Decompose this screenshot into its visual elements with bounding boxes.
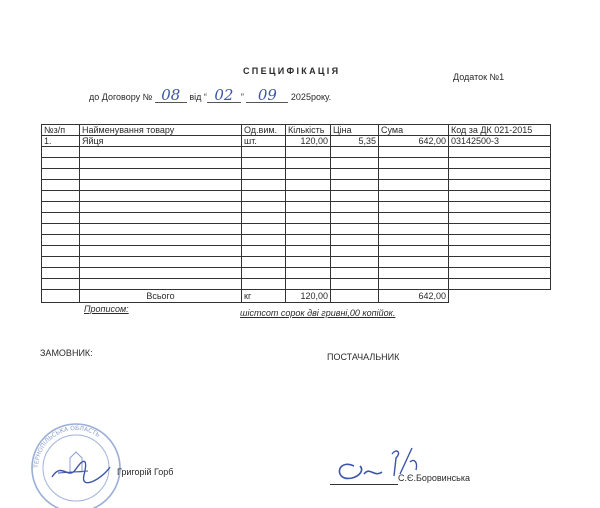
table-cell (449, 169, 551, 180)
table-cell (42, 224, 80, 235)
table-cell (80, 191, 242, 202)
table-cell (286, 268, 331, 279)
table-cell (80, 180, 242, 191)
table-row (42, 169, 551, 180)
table-cell (379, 279, 449, 290)
table-cell (286, 191, 331, 202)
table-cell (42, 158, 80, 169)
table-cell (379, 191, 449, 202)
appendix-label: Додаток №1 (453, 72, 505, 82)
total-code-empty (449, 290, 551, 303)
table-cell (286, 224, 331, 235)
column-header: Сума (379, 125, 449, 136)
column-header: Кількість (286, 125, 331, 136)
table-row (42, 246, 551, 257)
table-cell (242, 224, 286, 235)
quote-mark: “ (203, 92, 207, 102)
customer-signatory-name: Григорій Горб (117, 467, 174, 477)
table-cell (242, 191, 286, 202)
table-cell (286, 169, 331, 180)
table-cell (286, 147, 331, 158)
table-cell (286, 235, 331, 246)
table-cell (80, 213, 242, 224)
table-cell (379, 213, 449, 224)
table-cell (379, 246, 449, 257)
table-cell (331, 147, 379, 158)
table-cell (449, 158, 551, 169)
table-cell (331, 224, 379, 235)
total-row (42, 290, 551, 303)
table-cell (449, 180, 551, 191)
table-cell (242, 235, 286, 246)
table-row (42, 224, 551, 235)
table-cell (80, 158, 242, 169)
table-cell (42, 191, 80, 202)
table-row (42, 158, 551, 169)
table-cell: 120,00 (286, 136, 331, 147)
table-cell (42, 246, 80, 257)
table-cell (379, 158, 449, 169)
table-row (42, 268, 551, 279)
table-cell (379, 202, 449, 213)
table-cell (331, 202, 379, 213)
total-quantity: 120,00 (286, 290, 331, 303)
table-cell (42, 257, 80, 268)
table-cell (42, 279, 80, 290)
table-cell (242, 213, 286, 224)
table-cell (42, 213, 80, 224)
table-cell (331, 246, 379, 257)
supplier-label: ПОСТАЧАЛЬНИК (327, 352, 400, 362)
date-from-label: від (189, 92, 202, 102)
table-cell (379, 235, 449, 246)
table-cell (42, 235, 80, 246)
table-cell (449, 147, 551, 158)
total-label: Всього (80, 290, 242, 303)
table-cell: 1. (42, 136, 80, 147)
table-header-row (42, 125, 551, 136)
total-unit: кг (242, 290, 286, 303)
table-cell (331, 158, 379, 169)
table-cell: шт. (242, 136, 286, 147)
table-cell (449, 224, 551, 235)
column-header: №з/п (42, 125, 80, 136)
table-row (42, 136, 551, 147)
table-cell (80, 147, 242, 158)
table-cell (242, 268, 286, 279)
table-cell (42, 147, 80, 158)
contract-number: 08 (155, 88, 187, 103)
table-cell (242, 246, 286, 257)
table-cell (80, 279, 242, 290)
total-price-empty (331, 290, 379, 303)
table-cell (449, 235, 551, 246)
table-cell (449, 202, 551, 213)
table-cell (80, 257, 242, 268)
table-cell (379, 224, 449, 235)
table-row (42, 257, 551, 268)
table-row (42, 213, 551, 224)
table-cell: Яйця (80, 136, 242, 147)
table-cell (242, 169, 286, 180)
table-body (42, 136, 551, 290)
table-cell (379, 180, 449, 191)
table-cell (242, 147, 286, 158)
table-cell (286, 246, 331, 257)
table-cell (379, 268, 449, 279)
table-cell (42, 268, 80, 279)
table-cell (286, 158, 331, 169)
table-cell (449, 279, 551, 290)
table-cell (449, 257, 551, 268)
table-cell (286, 257, 331, 268)
table-cell (80, 246, 242, 257)
table-cell (80, 268, 242, 279)
table-cell (331, 213, 379, 224)
table-cell (242, 279, 286, 290)
table-cell (379, 257, 449, 268)
date-year: 2025року. (290, 92, 332, 102)
table-cell (286, 213, 331, 224)
total-spacer (42, 290, 80, 303)
table-cell (379, 169, 449, 180)
amount-words-text: шістсот сорок дві гривні,00 копійок. (240, 308, 396, 318)
table-cell (42, 180, 80, 191)
total-sum: 642,00 (379, 290, 449, 303)
supplier-signatory-name: С.Є.Боровинська (398, 473, 470, 483)
table-row (42, 202, 551, 213)
column-header: Ціна (331, 125, 379, 136)
table-row (42, 147, 551, 158)
table-cell (331, 169, 379, 180)
table-cell (242, 180, 286, 191)
table-cell (242, 158, 286, 169)
table-cell: 5,35 (331, 136, 379, 147)
table-cell (331, 180, 379, 191)
table-cell (242, 202, 286, 213)
specification-table (41, 124, 551, 303)
column-header: Код за ДК 021-2015 (449, 125, 551, 136)
table-cell (449, 246, 551, 257)
column-header: Од.вим. (242, 125, 286, 136)
table-cell (331, 257, 379, 268)
table-cell (80, 224, 242, 235)
table-cell (449, 213, 551, 224)
table-cell: 642,00 (379, 136, 449, 147)
column-header: Найменування товару (80, 125, 242, 136)
table-cell (449, 191, 551, 202)
date-day: 02 (207, 88, 241, 103)
table-row (42, 180, 551, 191)
contract-prefix: до Договору № (89, 92, 153, 102)
quote-mark: ” (240, 92, 244, 102)
amount-words-label: Прописом: (84, 304, 129, 314)
table-cell (42, 202, 80, 213)
table-cell (242, 257, 286, 268)
table-cell (80, 235, 242, 246)
table-cell (331, 235, 379, 246)
table-row (42, 191, 551, 202)
supplier-signature-line (330, 484, 398, 485)
table-row (42, 279, 551, 290)
customer-signature (48, 455, 114, 485)
table-cell (42, 169, 80, 180)
customer-label: ЗАМОВНИК: (40, 348, 93, 358)
table-cell (286, 279, 331, 290)
table-cell (449, 268, 551, 279)
table-cell (80, 202, 242, 213)
date-month: 09 (246, 88, 288, 103)
table-row (42, 235, 551, 246)
table-cell (80, 169, 242, 180)
table-cell (286, 202, 331, 213)
table-cell (286, 180, 331, 191)
table-cell (331, 191, 379, 202)
contract-line (89, 88, 331, 103)
table-cell (331, 268, 379, 279)
table-cell (379, 147, 449, 158)
table-cell: 03142500-3 (449, 136, 551, 147)
stamp-text: ТЕРНОПІЛЬСЬКА ОБЛАСТЬ (32, 424, 102, 469)
table-cell (331, 279, 379, 290)
document-title: СПЕЦИФІКАЦІЯ (243, 66, 341, 76)
